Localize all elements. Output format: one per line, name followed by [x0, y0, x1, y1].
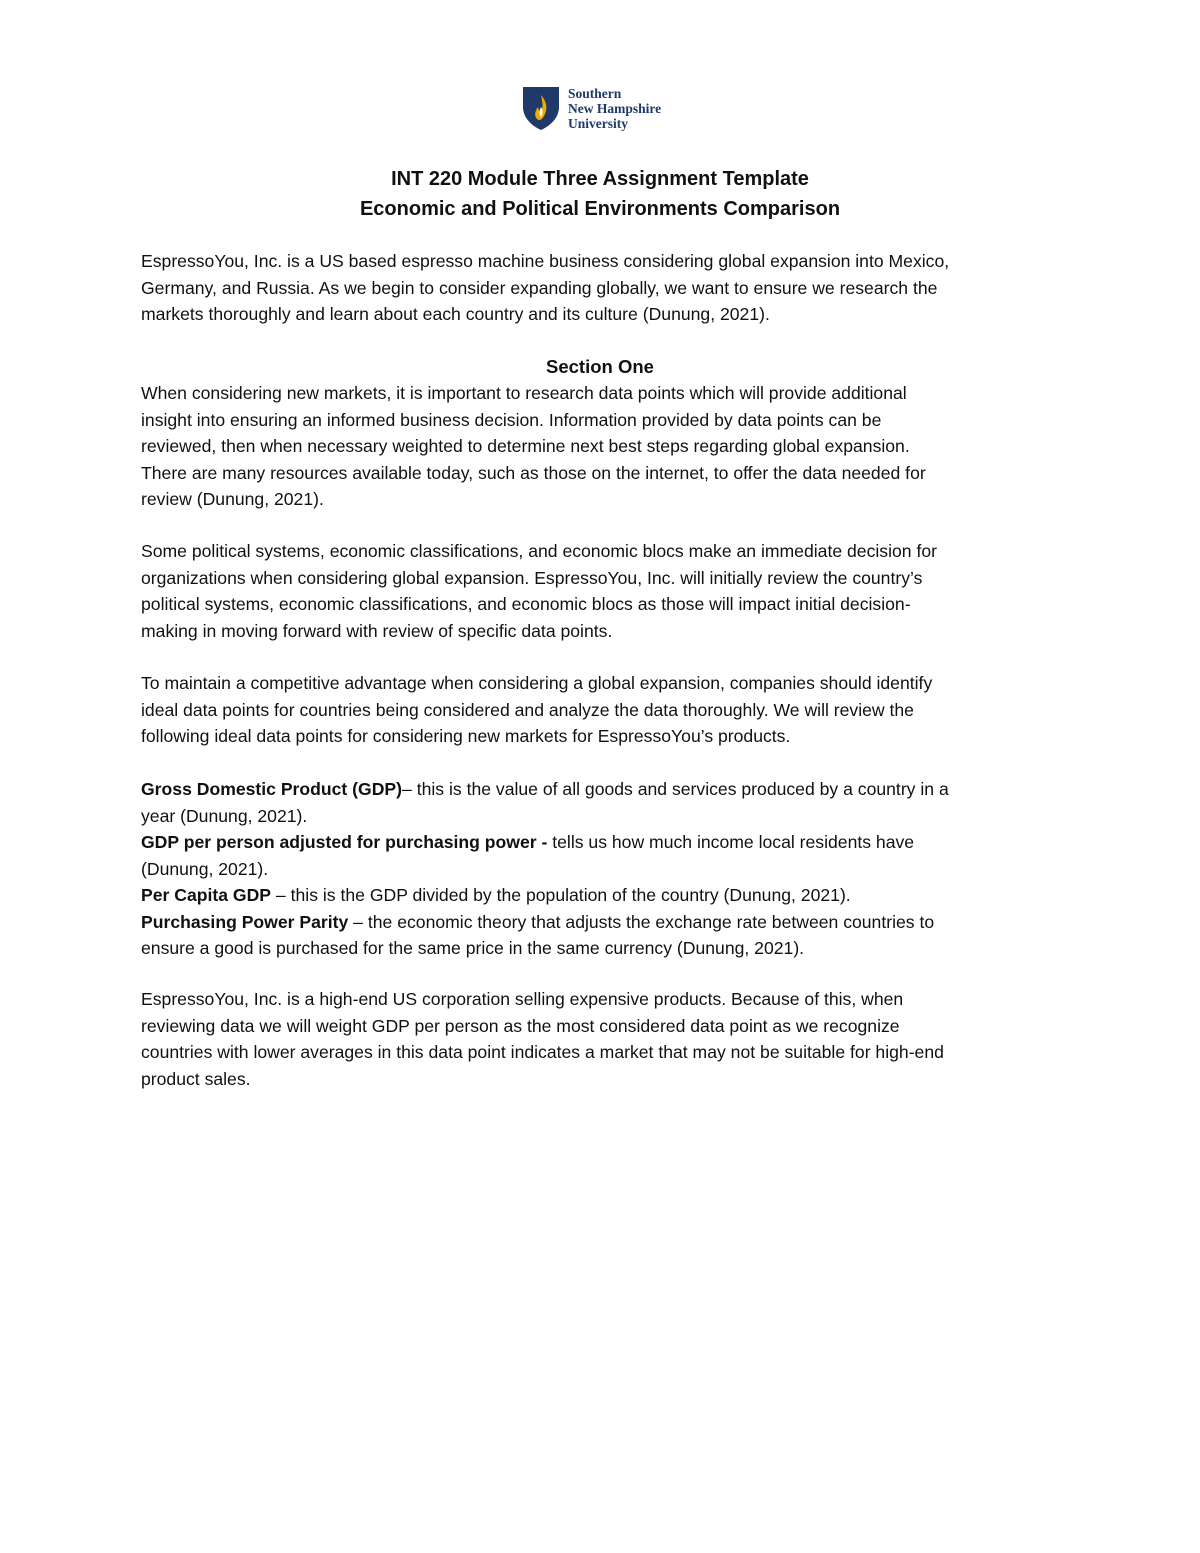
definition-text: tells us how much income local residents have	[552, 832, 915, 852]
term-gdp: Gross Domestic Product (GDP)	[141, 779, 403, 799]
text-line: markets thoroughly and learn about each country and its culture (Dunung, 2021).	[141, 304, 770, 324]
definition-gdp	[141, 776, 1071, 803]
term-per-capita: Per Capita GDP	[141, 885, 272, 905]
text-line: Germany, and Russia. As we begin to consider expanding globally, we want to ensure we research the	[141, 277, 938, 298]
text-line: ensure a good is purchased for the same price in the same currency (Dunung, 2021).	[141, 938, 805, 958]
logo-line-3: University	[568, 115, 628, 131]
text-line: review (Dunung, 2021).	[141, 489, 324, 509]
document-title: INT 220 Module Three Assignment Template	[391, 168, 809, 190]
section-heading: Section One	[546, 356, 654, 377]
logo-wordmark	[568, 86, 661, 131]
text-line: insight into ensuring an informed business decision. Information provided by data points can be	[141, 409, 882, 430]
text-line: making in moving forward with review of specific data points.	[141, 620, 613, 641]
text-line: organizations when considering global expansion. EspressoYou, Inc. will initially review the country’s	[141, 567, 923, 588]
definition-per-capita	[141, 882, 1071, 909]
text-line: reviewing data we will weight GDP per person as the most considered data point as we recognize	[141, 1015, 900, 1036]
section-paragraph-2	[141, 538, 1071, 644]
snhu-logo	[522, 84, 661, 132]
text-line: EspressoYou, Inc. is a US based espresso machine business considering global expansion into Mexico,	[141, 251, 950, 271]
shield-flame-icon	[522, 85, 560, 131]
text-line: To maintain a competitive advantage when considering a global expansion, companies should identify	[141, 673, 933, 693]
text-line: countries with lower averages in this data point indicates a market that may not be suitable for high-end	[141, 1042, 944, 1062]
definition-text: – this is the value of all goods and services produced by a country in a	[402, 779, 949, 799]
term-gdp-per-person: GDP per person adjusted for purchasing power -	[141, 832, 553, 852]
text-line: Some political systems, economic classifications, and economic blocs make an immediate decision for	[141, 541, 937, 561]
section-paragraph-3	[141, 670, 1071, 750]
text-line: following ideal data points for considering new markets for EspressoYou’s products.	[141, 726, 791, 746]
section-paragraph-1	[141, 380, 1071, 513]
text-line: There are many resources available today, such as those on the internet, to offer the data needed for	[141, 462, 926, 483]
section-paragraph-4	[141, 986, 1071, 1092]
definition-ppp	[141, 909, 1071, 936]
term-ppp: Purchasing Power Parity	[141, 911, 349, 932]
intro-paragraph	[141, 248, 1071, 328]
text-line: product sales.	[141, 1068, 251, 1089]
logo-line-2: New Hampshire	[568, 100, 662, 116]
document-subtitle: Economic and Political Environments Comparison	[359, 198, 841, 220]
text-line: political systems, economic classifications, and economic blocs as those will impact initial decision-	[141, 594, 911, 614]
text-line: year (Dunung, 2021).	[141, 805, 308, 826]
definition-text: – this is the GDP divided by the population of the country (Dunung, 2021).	[271, 885, 851, 905]
text-line: EspressoYou, Inc. is a high-end US corporation selling expensive products. Because of this, when	[141, 989, 904, 1009]
text-line: When considering new markets, it is important to research data points which will provide additional	[141, 383, 907, 403]
text-line: ideal data points for countries being considered and analyze the data thoroughly. We will review the	[141, 699, 914, 720]
definition-text: – the economic theory that adjusts the exchange rate between countries to	[348, 911, 935, 932]
text-line: reviewed, then when necessary weighted to determine next best steps regarding global expansion.	[141, 436, 910, 456]
text-line: (Dunung, 2021).	[141, 858, 269, 879]
definitions-list	[141, 776, 1071, 962]
logo-line-1: Southern	[568, 85, 622, 101]
definition-gdp-per-person	[141, 829, 1071, 856]
